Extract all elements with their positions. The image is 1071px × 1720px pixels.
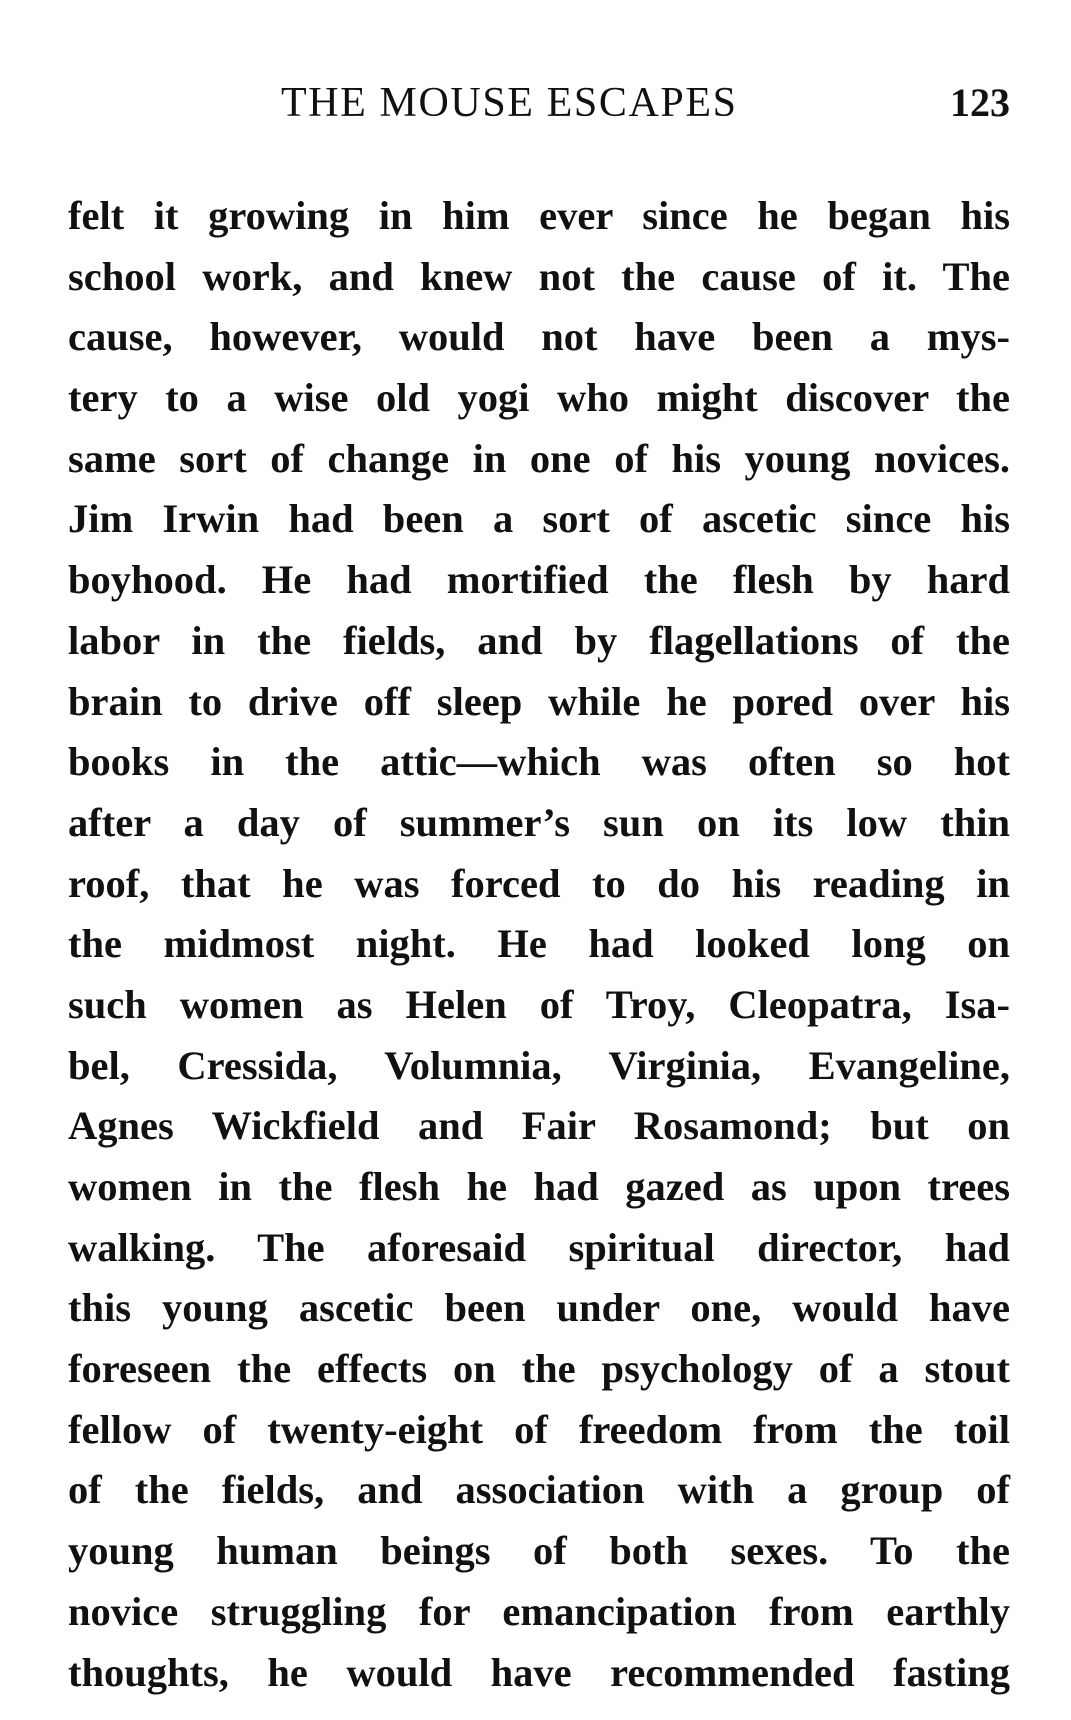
text-line: thoughts, he would have recommended fasting bbox=[68, 1649, 1010, 1695]
text-line: fellow of twenty-eight of freedom from the toil bbox=[68, 1406, 1010, 1452]
text-line: after a day of summer’s sun on its low thin bbox=[68, 799, 1010, 845]
text-line: bel, Cressida, Volumnia, Virginia, Evangeline, bbox=[68, 1042, 1010, 1088]
page-number: 123 bbox=[950, 80, 1010, 125]
body-text bbox=[68, 186, 1010, 1703]
running-title: THE MOUSE ESCAPES bbox=[281, 80, 738, 126]
text-line: labor in the fields, and by flagellations of the bbox=[68, 617, 1010, 663]
text-line: roof, that he was forced to do his reading in bbox=[68, 860, 1010, 906]
text-line: felt it growing in him ever since he began his bbox=[68, 193, 1010, 238]
text-line: of the fields, and association with a group of bbox=[68, 1467, 1010, 1513]
text-line: young human beings of both sexes. To the bbox=[68, 1528, 1010, 1574]
text-line: books in the attic—which was often so hot bbox=[68, 739, 1010, 785]
text-line: women in the flesh he had gazed as upon trees bbox=[68, 1164, 1010, 1209]
text-line: such women as Helen of Troy, Cleopatra, Isa- bbox=[68, 981, 1010, 1027]
text-line: brain to drive off sleep while he pored over his bbox=[68, 678, 1010, 724]
text-line: foreseen the effects on the psychology of a stout bbox=[68, 1346, 1010, 1392]
text-line: tery to a wise old yogi who might discover the bbox=[68, 375, 1010, 421]
text-line: novice struggling for emancipation from earthly bbox=[68, 1588, 1010, 1634]
text-line: Agnes Wickfield and Fair Rosamond; but on bbox=[68, 1103, 1010, 1149]
text-line: walking. The aforesaid spiritual director, had bbox=[68, 1224, 1010, 1270]
text-line: Jim Irwin had been a sort of ascetic since his bbox=[68, 496, 1010, 542]
text-line: school work, and knew not the cause of it. The bbox=[68, 253, 1010, 299]
text-line: cause, however, would not have been a mys- bbox=[68, 314, 1010, 360]
text-line: boyhood. He had mortified the flesh by hard bbox=[68, 557, 1010, 603]
running-head bbox=[68, 78, 1010, 128]
text-line: the midmost night. He had looked long on bbox=[68, 921, 1010, 967]
text-line: same sort of change in one of his young novices. bbox=[68, 435, 1010, 481]
text-line: this young ascetic been under one, would have bbox=[68, 1285, 1010, 1331]
